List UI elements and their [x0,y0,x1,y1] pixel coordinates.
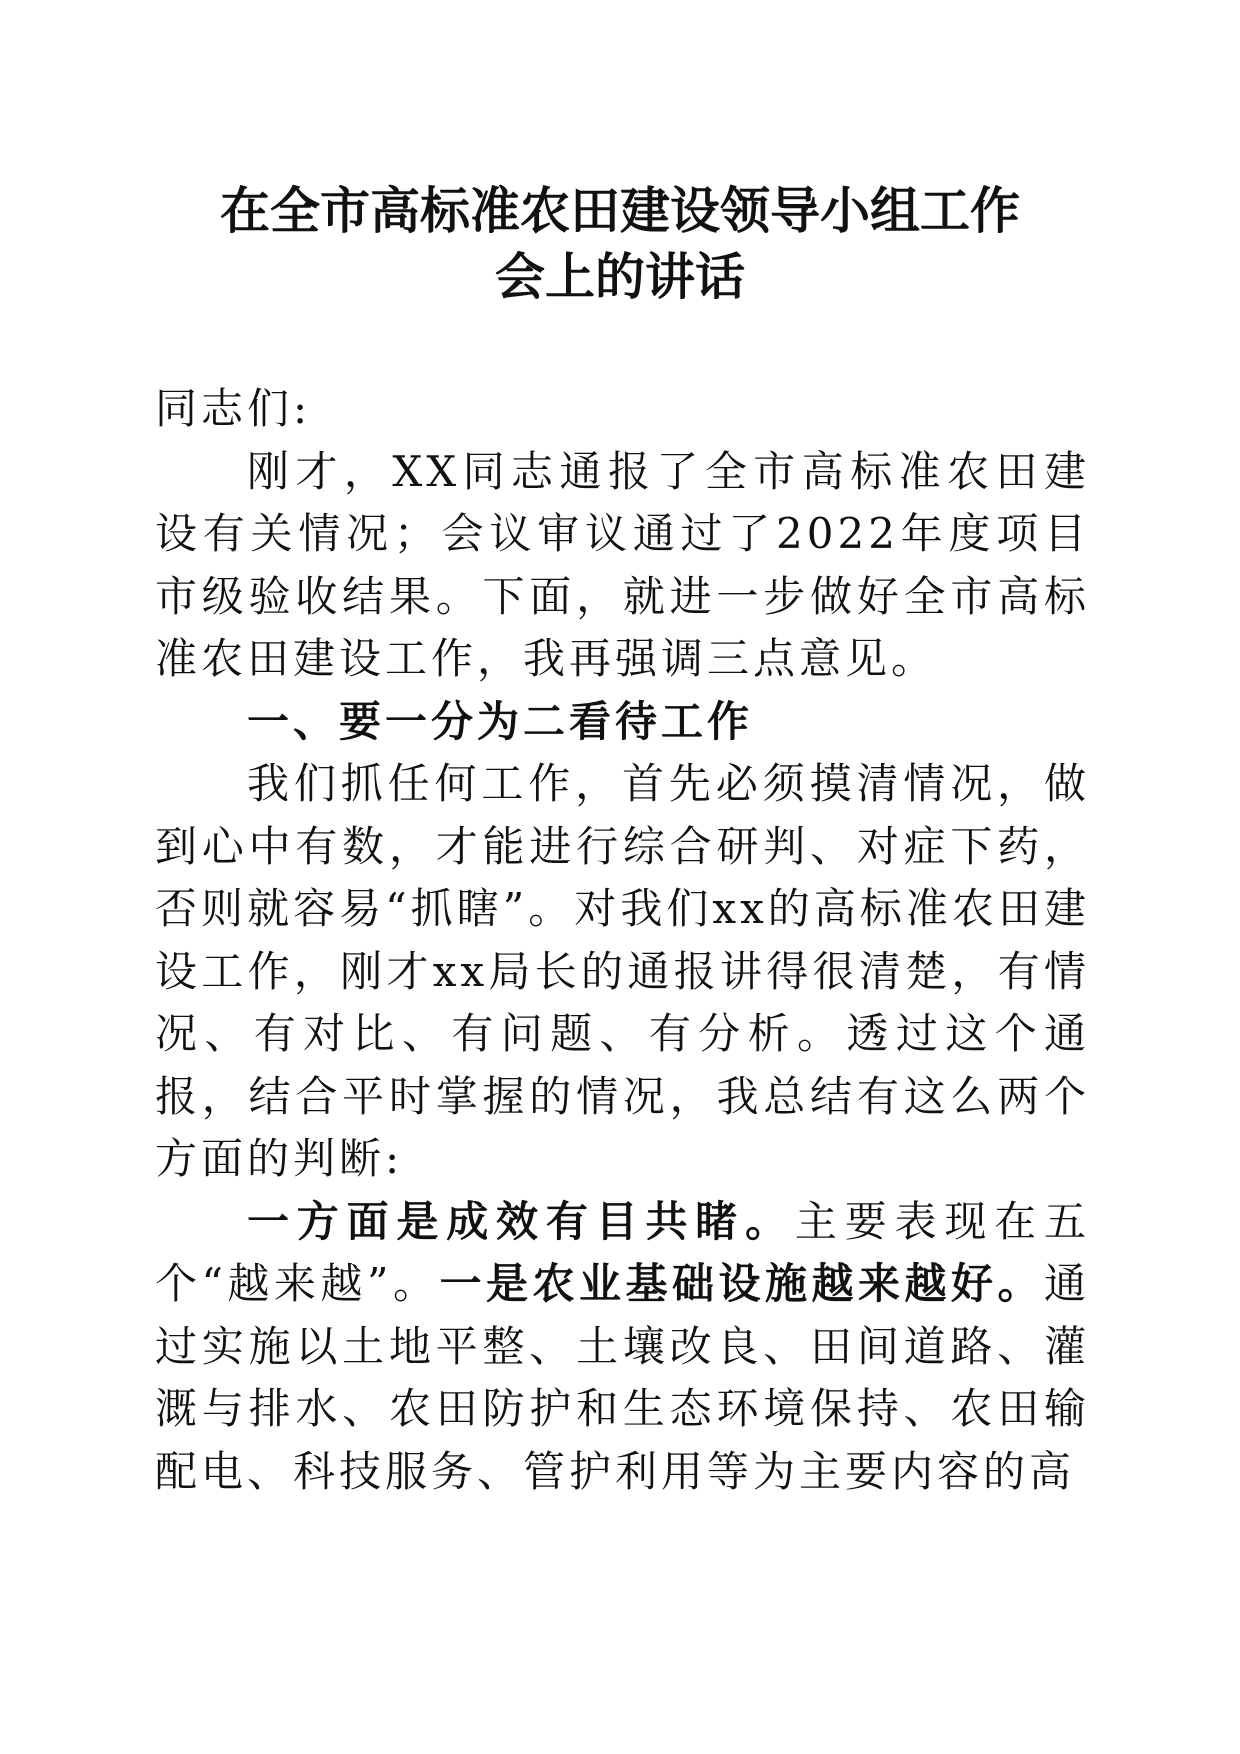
infrastructure-point-bold: 一是农业基础设施越来越好。 [439,1259,1044,1308]
document-title-line-2: 会上的讲话 [495,248,745,306]
achievements-lead-bold: 一方面是成效有目共睹。 [247,1196,795,1246]
paragraph-intro: 刚才，XX同志通报了全市高标准农田建设有关情况；会议审议通过了2022年度项目市级验收结果。下面，就进一步做好全市高标准农田建设工作，我再强调三点意见。 [155,446,1090,683]
salutation: 同志们: [155,384,312,433]
infrastructure-point-text: 通过实施以土地平整、土壤改良、田间道路、灌溉与排水、农田防护和生态环境保持、农田输配电、科技服务、管护利用等为主要内容的高 [155,1259,1090,1496]
paragraph-judgment: 我们抓任何工作，首先必须摸清情况，做到心中有数，才能进行综合研判、对症下药，否则就容易“抓瞎”。对我们xx的高标准农田建设工作，刚才xx局长的通报讲得很清楚，有情况、有对比、有问题、有分析。透过这个通报，结合平时掌握的情况，我总结有这么两个方面的判断: [155,759,1090,1183]
section-heading-1: 一、要一分为二看待工作 [247,696,754,746]
paragraph-achievements [155,1191,1090,1504]
achievements-lead-text: 主要表现在五个“越来越”。 [155,1196,1090,1308]
document-body [155,378,1090,1503]
document-title-line-1: 在全市高标准农田建设领导小组工作 [220,182,1020,240]
